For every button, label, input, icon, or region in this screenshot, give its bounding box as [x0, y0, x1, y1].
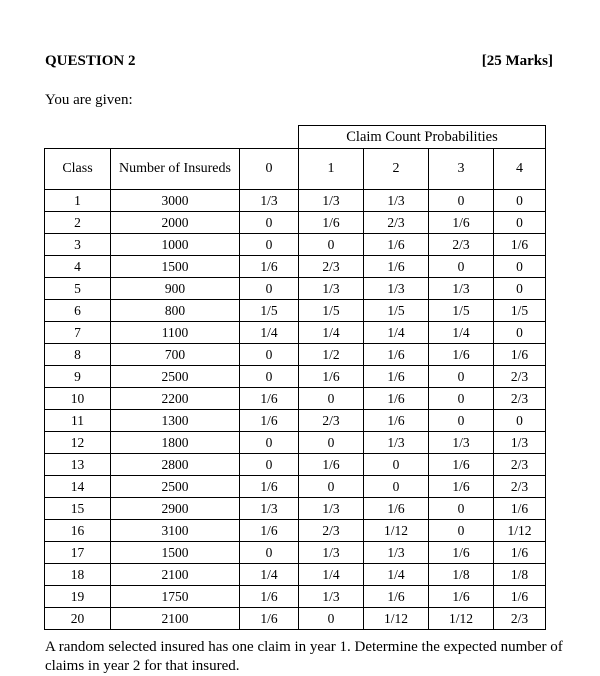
table-cell: 0 — [429, 190, 494, 212]
table-cell: 1/3 — [364, 190, 429, 212]
table-cell: 1/3 — [429, 278, 494, 300]
table-cell: 5 — [45, 278, 111, 300]
column-header: 1 — [299, 149, 364, 190]
question-marks: [25 Marks] — [481, 53, 553, 69]
table-cell: 2500 — [111, 366, 240, 388]
table-cell: 2/3 — [429, 234, 494, 256]
table-cell: 1/8 — [429, 564, 494, 586]
table-cell: 0 — [494, 410, 546, 432]
table-cell: 800 — [111, 300, 240, 322]
table-cell: 1/3 — [299, 278, 364, 300]
table-cell: 1/5 — [240, 300, 299, 322]
table-cell: 9 — [45, 366, 111, 388]
table-cell: 18 — [45, 564, 111, 586]
table-super-header-row — [45, 126, 546, 149]
table-cell: 1/12 — [429, 608, 494, 630]
table-cell: 0 — [429, 498, 494, 520]
table-cell: 0 — [240, 212, 299, 234]
table-cell: 0 — [240, 454, 299, 476]
table-cell: 2/3 — [494, 454, 546, 476]
table-cell: 0 — [240, 432, 299, 454]
table-cell: 0 — [240, 278, 299, 300]
table-row — [45, 564, 546, 586]
table-cell: 1500 — [111, 542, 240, 564]
table-cell: 1/6 — [299, 366, 364, 388]
table-cell: 1/4 — [429, 322, 494, 344]
table-row — [45, 586, 546, 608]
table-row — [45, 520, 546, 542]
table-cell: 1/6 — [364, 344, 429, 366]
table-cell: 0 — [494, 256, 546, 278]
table-cell: 2/3 — [364, 212, 429, 234]
table-cell: 2100 — [111, 564, 240, 586]
table-cell: 2/3 — [299, 256, 364, 278]
table-row — [45, 366, 546, 388]
table-cell: 2200 — [111, 388, 240, 410]
table-cell: 1/6 — [364, 256, 429, 278]
table-cell: 12 — [45, 432, 111, 454]
table-cell: 2/3 — [299, 410, 364, 432]
table-cell: 2800 — [111, 454, 240, 476]
table-cell: 1100 — [111, 322, 240, 344]
column-header: Number of Insureds — [111, 149, 240, 190]
table-cell: 1/3 — [240, 498, 299, 520]
table-cell: 1/12 — [364, 520, 429, 542]
table-cell: 1/6 — [364, 388, 429, 410]
table-cell: 1/6 — [429, 212, 494, 234]
table-cell: 1/8 — [494, 564, 546, 586]
table-row — [45, 212, 546, 234]
table-cell: 2000 — [111, 212, 240, 234]
table-cell: 7 — [45, 322, 111, 344]
table-cell: 0 — [299, 476, 364, 498]
table-cell: 0 — [240, 234, 299, 256]
table-cell: 15 — [45, 498, 111, 520]
table-cell: 1/6 — [240, 520, 299, 542]
table-header-row — [45, 149, 546, 190]
table-cell: 0 — [494, 212, 546, 234]
table-cell: 2/3 — [494, 366, 546, 388]
table-cell: 1/4 — [240, 564, 299, 586]
table-cell: 1/6 — [429, 454, 494, 476]
table-cell: 0 — [429, 256, 494, 278]
table-cell: 0 — [364, 476, 429, 498]
table-cell: 0 — [299, 388, 364, 410]
table-cell: 1/3 — [429, 432, 494, 454]
table-cell: 0 — [299, 234, 364, 256]
table-cell: 0 — [494, 278, 546, 300]
question-title: QUESTION 2 — [45, 53, 136, 69]
column-header: Class — [45, 149, 111, 190]
table-cell: 1/6 — [240, 410, 299, 432]
table-cell: 1/6 — [429, 542, 494, 564]
table-body — [45, 190, 546, 630]
table-cell: 1500 — [111, 256, 240, 278]
table-cell: 1/3 — [364, 278, 429, 300]
table-cell: 0 — [429, 410, 494, 432]
table-cell: 2/3 — [494, 608, 546, 630]
table-cell: 1/6 — [299, 454, 364, 476]
table-cell: 0 — [429, 366, 494, 388]
table-cell: 1000 — [111, 234, 240, 256]
table-cell: 2100 — [111, 608, 240, 630]
table-cell: 1/6 — [299, 212, 364, 234]
table-cell: 1/4 — [299, 322, 364, 344]
table-cell: 1/5 — [364, 300, 429, 322]
table-cell: 1/6 — [429, 476, 494, 498]
table-cell: 1/6 — [240, 476, 299, 498]
table-cell: 1/6 — [364, 234, 429, 256]
table-cell: 1/3 — [364, 542, 429, 564]
column-header: 3 — [429, 149, 494, 190]
table-cell: 3 — [45, 234, 111, 256]
table-cell: 0 — [429, 520, 494, 542]
table-cell: 1300 — [111, 410, 240, 432]
table-cell: 2/3 — [494, 476, 546, 498]
table-cell: 0 — [299, 432, 364, 454]
table-cell: 1/4 — [240, 322, 299, 344]
table-cell: 0 — [494, 322, 546, 344]
table-cell: 0 — [494, 190, 546, 212]
intro-text: You are given: — [45, 92, 133, 108]
table-cell: 1/6 — [364, 498, 429, 520]
table-cell: 0 — [364, 454, 429, 476]
table-cell: 1/12 — [494, 520, 546, 542]
table-row — [45, 542, 546, 564]
table-cell: 1/5 — [429, 300, 494, 322]
table-cell: 1/3 — [364, 432, 429, 454]
table-row — [45, 190, 546, 212]
table-row — [45, 432, 546, 454]
table-cell: 1/4 — [364, 564, 429, 586]
table-cell: 2900 — [111, 498, 240, 520]
table-cell: 1/3 — [299, 586, 364, 608]
table-cell: 1/12 — [364, 608, 429, 630]
table-cell: 2500 — [111, 476, 240, 498]
table-cell: 1/6 — [364, 586, 429, 608]
table-cell: 1/6 — [240, 256, 299, 278]
table-cell: 1/6 — [240, 586, 299, 608]
column-header: 4 — [494, 149, 546, 190]
group-header: Claim Count Probabilities — [299, 126, 546, 149]
table-row — [45, 256, 546, 278]
table-cell: 1/4 — [299, 564, 364, 586]
table-cell: 1/6 — [494, 542, 546, 564]
table-cell: 1750 — [111, 586, 240, 608]
table-row — [45, 344, 546, 366]
table-cell: 2/3 — [494, 388, 546, 410]
table-cell: 1/5 — [299, 300, 364, 322]
table-row — [45, 410, 546, 432]
table-row — [45, 278, 546, 300]
table-cell: 1/3 — [299, 190, 364, 212]
table-cell: 1/6 — [429, 344, 494, 366]
table-cell: 1/4 — [364, 322, 429, 344]
table-cell: 2/3 — [299, 520, 364, 542]
table-cell: 20 — [45, 608, 111, 630]
table-cell: 2 — [45, 212, 111, 234]
table-cell: 1/3 — [299, 498, 364, 520]
table-cell: 1/6 — [364, 366, 429, 388]
table-cell: 16 — [45, 520, 111, 542]
table-row — [45, 454, 546, 476]
table-cell: 1/3 — [299, 542, 364, 564]
table-row — [45, 234, 546, 256]
table-blank-corner — [45, 126, 299, 149]
table-row — [45, 498, 546, 520]
table-row — [45, 608, 546, 630]
table-cell: 3100 — [111, 520, 240, 542]
column-header: 2 — [364, 149, 429, 190]
table-cell: 700 — [111, 344, 240, 366]
table-cell: 1800 — [111, 432, 240, 454]
table-cell: 19 — [45, 586, 111, 608]
table-cell: 14 — [45, 476, 111, 498]
table-cell: 1/5 — [494, 300, 546, 322]
table-row — [45, 388, 546, 410]
table-cell: 11 — [45, 410, 111, 432]
table-row — [45, 476, 546, 498]
table-cell: 1/6 — [494, 498, 546, 520]
table-cell: 17 — [45, 542, 111, 564]
table-cell: 10 — [45, 388, 111, 410]
table-cell: 1/6 — [494, 344, 546, 366]
table-cell: 900 — [111, 278, 240, 300]
table-cell: 1/6 — [494, 586, 546, 608]
table-cell: 1/3 — [240, 190, 299, 212]
claim-probability-table — [44, 125, 546, 630]
table-row — [45, 300, 546, 322]
table-cell: 1/6 — [364, 410, 429, 432]
table-cell: 0 — [240, 344, 299, 366]
table-cell: 4 — [45, 256, 111, 278]
column-header: 0 — [240, 149, 299, 190]
table-cell: 6 — [45, 300, 111, 322]
table-row — [45, 322, 546, 344]
table-cell: 0 — [429, 388, 494, 410]
table-cell: 13 — [45, 454, 111, 476]
table-cell: 1/2 — [299, 344, 364, 366]
table-cell: 1/6 — [240, 388, 299, 410]
table-cell: 0 — [299, 608, 364, 630]
table-cell: 1/6 — [494, 234, 546, 256]
table-cell: 0 — [240, 366, 299, 388]
table-cell: 8 — [45, 344, 111, 366]
table-cell: 3000 — [111, 190, 240, 212]
table-cell: 1 — [45, 190, 111, 212]
table-cell: 0 — [240, 542, 299, 564]
table-cell: 1/6 — [429, 586, 494, 608]
table-cell: 1/6 — [240, 608, 299, 630]
closing-paragraph: A random selected insured has one claim in year 1. Determine the expected number of claims in year 2 for that insured. — [45, 639, 563, 674]
table-cell: 1/3 — [494, 432, 546, 454]
